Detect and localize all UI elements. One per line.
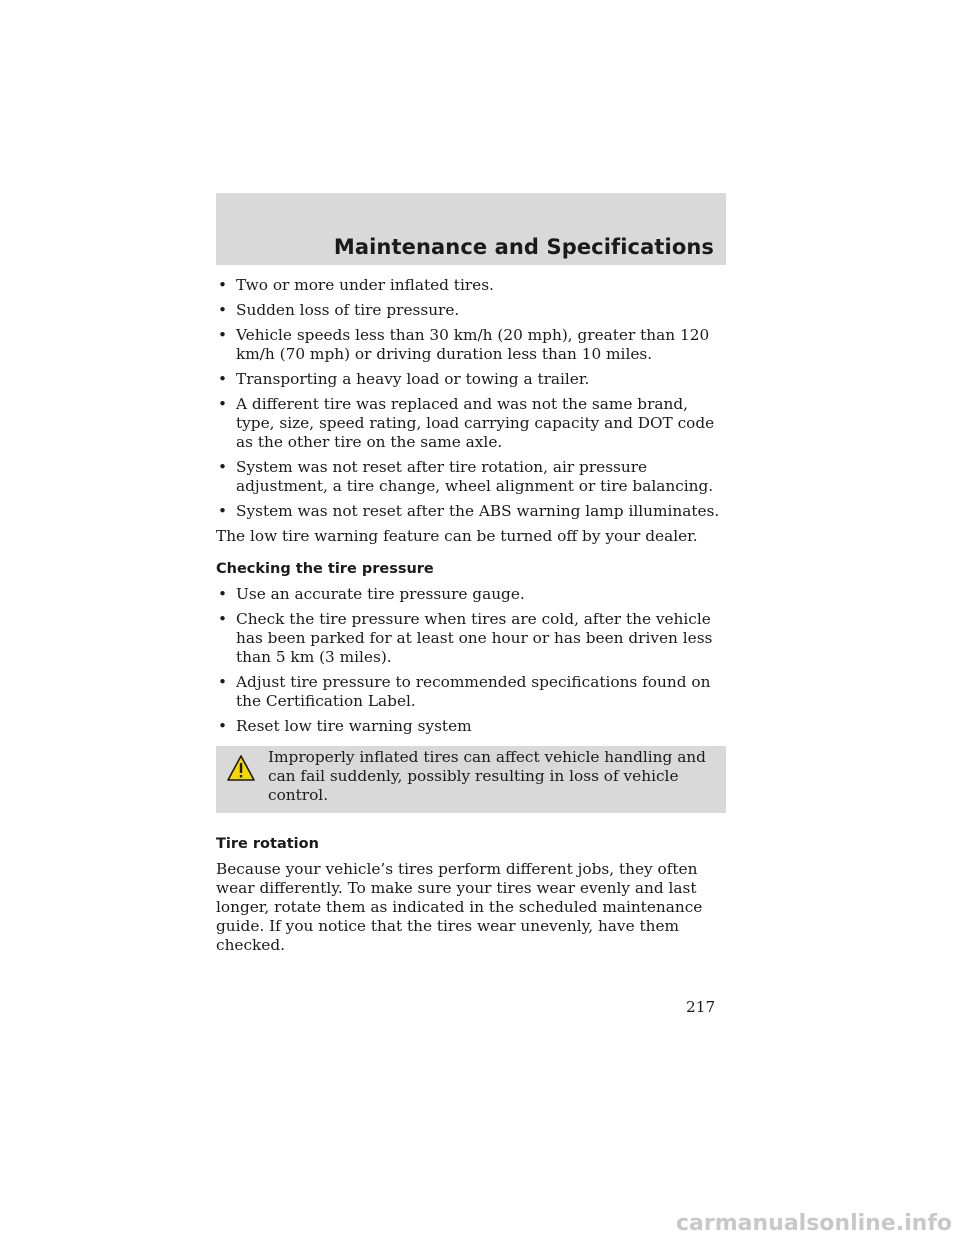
list-item: • Reset low tire warning system xyxy=(218,717,472,735)
bullet-icon: • xyxy=(218,717,228,735)
bullet-icon: • xyxy=(218,395,228,413)
checking-list xyxy=(216,585,726,736)
list-item: • Transporting a heavy load or towing a trailer. xyxy=(218,370,590,388)
list-item: • Sudden loss of tire pressure. xyxy=(218,301,460,319)
condition-list xyxy=(216,276,726,521)
bullet-icon: • xyxy=(218,276,228,294)
section-header-band xyxy=(216,193,726,265)
watermark: carmanualsonline.info xyxy=(676,1211,952,1236)
list-item: • Two or more under inflated tires. xyxy=(218,276,494,294)
list-item: • Use an accurate tire pressure gauge. xyxy=(218,585,525,603)
page-content xyxy=(216,276,726,961)
bullet-icon: • xyxy=(218,458,228,476)
warning-triangle-icon xyxy=(226,754,256,782)
list-item: • Adjust tire pressure to recommended specifications found on the Certification Label. xyxy=(218,673,711,710)
list-item: • A different tire was replaced and was not the same brand, type, size, speed rating, load carrying capacity and DOT code as the other tire on the same axle. xyxy=(218,395,715,451)
page-number: 217 xyxy=(686,998,716,1016)
rotation-heading: Tire rotation xyxy=(216,836,319,852)
warning-text: Improperly inflated tires can affect vehicle handling and can fail suddenly, possibly resulting in loss of vehicle control. xyxy=(268,748,706,804)
bullet-icon: • xyxy=(218,610,228,628)
checking-heading: Checking the tire pressure xyxy=(216,561,434,577)
warning-box xyxy=(216,746,726,813)
bullet-icon: • xyxy=(218,301,228,319)
bullet-icon: • xyxy=(218,326,228,344)
list-item: • Vehicle speeds less than 30 km/h (20 mph), greater than 120 km/h (70 mph) or driving duration less than 10 miles. xyxy=(218,326,710,363)
list-item: • System was not reset after the ABS warning lamp illuminates. xyxy=(218,502,720,520)
list-item: • System was not reset after tire rotation, air pressure adjustment, a tire change, wheel alignment or tire balancing. xyxy=(218,458,714,495)
bullet-icon: • xyxy=(218,502,228,520)
bullet-icon: • xyxy=(218,673,228,691)
list-item: • Check the tire pressure when tires are cold, after the vehicle has been parked for at least one hour or has been driven less than 5 km (3 miles). xyxy=(218,610,713,666)
section-title: Maintenance and Specifications xyxy=(333,235,714,259)
rotation-paragraph: Because your vehicle’s tires perform different jobs, they often wear differently. To make sure your tires wear evenly and last longer, rotate them as indicated in the scheduled maintenance guide. If you notice that the tires wear unevenly, have them checked. xyxy=(216,860,703,954)
bullet-icon: • xyxy=(218,370,228,388)
bullet-icon: • xyxy=(218,585,228,603)
dealer-note: The low tire warning feature can be turned off by your dealer. xyxy=(216,527,698,545)
